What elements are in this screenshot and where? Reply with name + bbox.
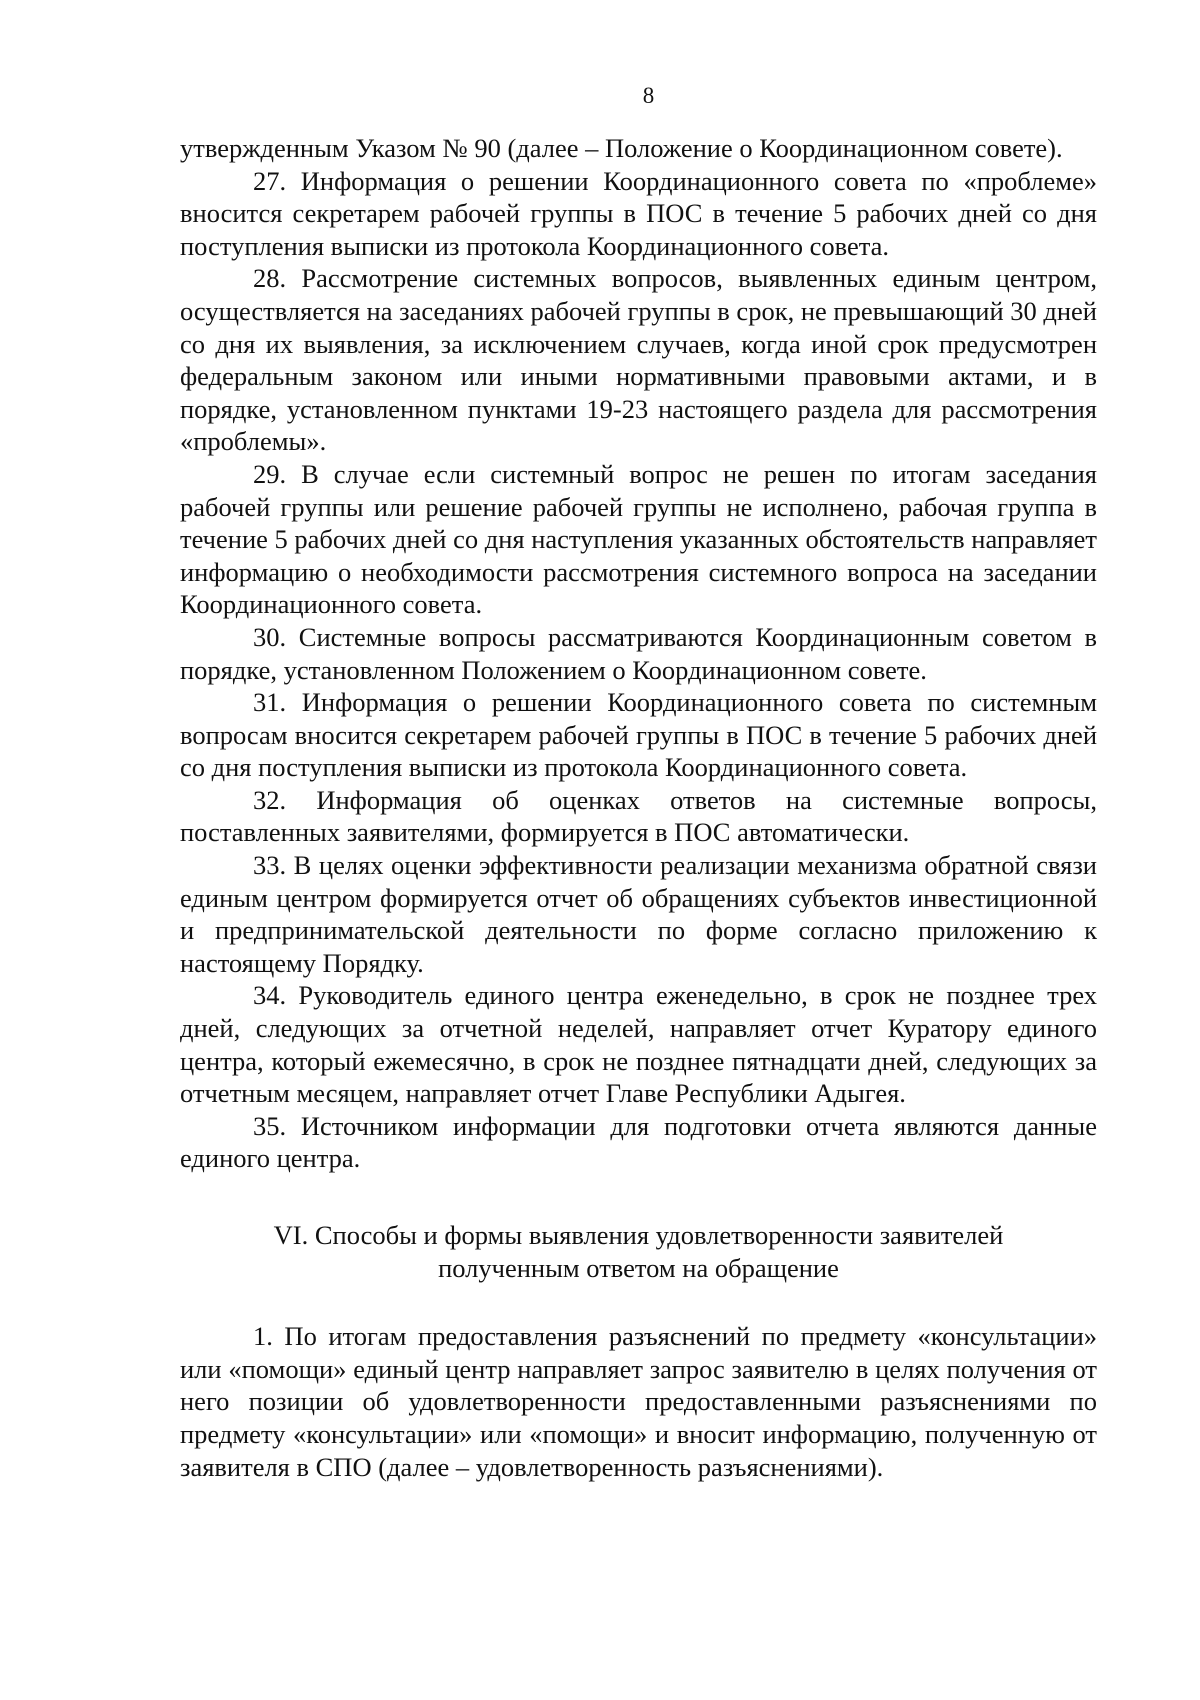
paragraph-34: 34. Руководитель единого центра еженедельно, в срок не позднее трех дней, следующих за отчетной неделей, направляет отчет Куратору единого центра, который ежемесячно, в срок не позднее пятнадцати дней, следующих за отчетным месяцем, направляет отчет Главе Республики Адыгея. (180, 980, 1097, 1109)
continuation-paragraph: утвержденным Указом № 90 (далее – Положение о Координационном совете). (180, 133, 1063, 163)
paragraph-32: 32. Информация об оценках ответов на системные вопросы, поставленных заявителями, формируется в ПОС автоматически. (180, 784, 1097, 848)
paragraph-28: 28. Рассмотрение системных вопросов, выявленных единым центром, осуществляется на заседаниях рабочей группы в срок, не превышающий 30 дней со дня их выявления, за исключением случаев, когда иной срок предусмотрен федеральным законом или иными нормативными правовыми актами, и в порядке, установленном пунктами 19-23 настоящего раздела для рассмотрения «проблемы». (180, 263, 1097, 457)
paragraph-31: 31. Информация о решении Координационного совета по системным вопросам вносится секретарем рабочей группы в ПОС в течение 5 рабочих дней со дня поступления выписки из протокола Координационного совета. (180, 687, 1097, 783)
paragraph-30: 30. Системные вопросы рассматриваются Координационным советом в порядке, установленном Положением о Координационном совете. (180, 621, 1097, 685)
document-body (180, 132, 1097, 1175)
paragraph-27: 27. Информация о решении Координационного совета по «проблеме» вносится секретарем рабочей группы в ПОС в течение 5 рабочих дней со дня поступления выписки из протокола Координационного совета. (180, 165, 1097, 261)
paragraph-35: 35. Источником информации для подготовки отчета являются данные единого центра. (180, 1110, 1097, 1174)
section-body (180, 1320, 1097, 1483)
section-heading-line-2: полученным ответом на обращение (438, 1252, 839, 1283)
section-heading-line-1: VI. Способы и формы выявления удовлетворенности заявителей (273, 1220, 1004, 1250)
page-number: 8 (642, 83, 655, 108)
section-heading (180, 1219, 1097, 1284)
section-paragraph-1: 1. По итогам предоставления разъяснений по предмету «консультации» или «помощи» единый центр направляет запрос заявителю в целях получения от него позиции об удовлетворенности предоставленными разъяснениями по предмету «консультации» или «помощи» и вносит информацию, полученную от заявителя в СПО (далее – удовлетворенность разъяснениями). (180, 1321, 1097, 1482)
paragraph-33: 33. В целях оценки эффективности реализации механизма обратной связи единым центром формируется отчет об обращениях субъектов инвестиционной и предпринимательской деятельности по форме согласно приложению к настоящему Порядку. (180, 850, 1097, 978)
paragraph-29: 29. В случае если системный вопрос не решен по итогам заседания рабочей группы или решение рабочей группы не исполнено, рабочая группа в течение 5 рабочих дней со дня наступления указанных обстоятельств направляет информацию о необходимости рассмотрения системного вопроса на заседании Координационного совета. (180, 458, 1097, 620)
